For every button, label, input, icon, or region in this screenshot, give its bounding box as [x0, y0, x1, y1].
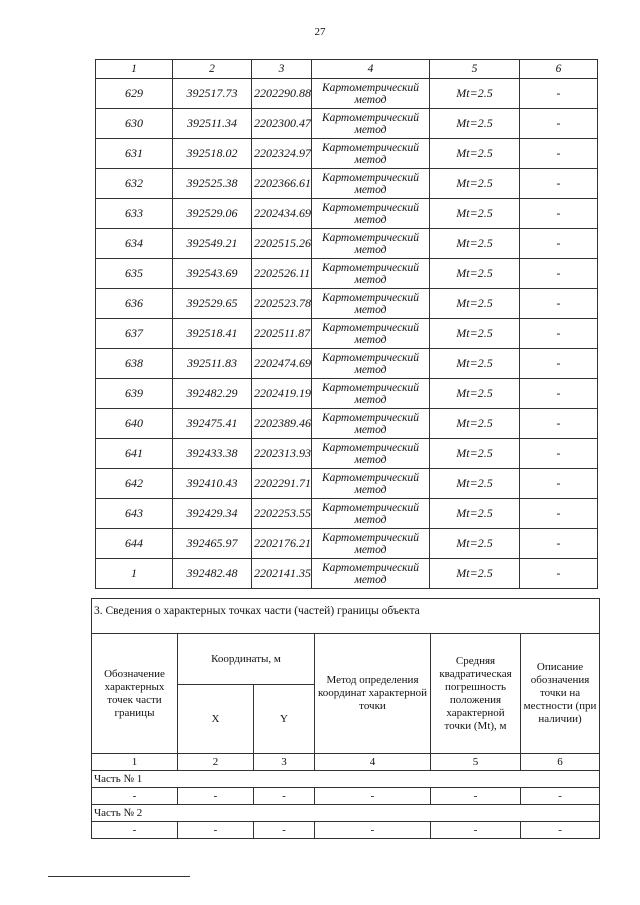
accuracy: Mt=2.5 [430, 229, 520, 259]
accuracy: Mt=2.5 [430, 109, 520, 139]
point-number: 635 [96, 259, 173, 289]
accuracy: Mt=2.5 [430, 559, 520, 589]
coord-x: 392543.69 [173, 259, 252, 289]
cell: - [521, 788, 600, 805]
col-number: 5 [431, 754, 521, 771]
col-number: 1 [92, 754, 178, 771]
method: Картометрический метод [312, 199, 430, 229]
col-x-header: X [178, 685, 254, 754]
accuracy: Mt=2.5 [430, 289, 520, 319]
description: - [520, 79, 598, 109]
point-number: 643 [96, 499, 173, 529]
part-2-label: Часть № 2 [92, 805, 600, 822]
accuracy: Mt=2.5 [430, 169, 520, 199]
coord-x: 392529.65 [173, 289, 252, 319]
section3-table [91, 598, 600, 839]
point-number: 634 [96, 229, 173, 259]
cell: - [178, 822, 254, 839]
method: Картометрический метод [312, 259, 430, 289]
point-number: 636 [96, 289, 173, 319]
part-1-label: Часть № 1 [92, 771, 600, 788]
coord-x: 392518.02 [173, 139, 252, 169]
description: - [520, 169, 598, 199]
description: - [520, 109, 598, 139]
accuracy: Mt=2.5 [430, 409, 520, 439]
table-row [96, 229, 598, 259]
col-point-header: Обозначение характерных точек части границы [92, 634, 178, 754]
table-row [96, 499, 598, 529]
table-row [96, 169, 598, 199]
method: Картометрический метод [312, 109, 430, 139]
description: - [520, 319, 598, 349]
table-row [96, 259, 598, 289]
method: Картометрический метод [312, 379, 430, 409]
table-row [96, 289, 598, 319]
footnote-divider [48, 876, 190, 877]
header-cell: 4 [312, 60, 430, 79]
description: - [520, 529, 598, 559]
method: Картометрический метод [312, 79, 430, 109]
col-number: 6 [521, 754, 600, 771]
coord-y: 2202291.71 [252, 469, 312, 499]
coord-x: 392465.97 [173, 529, 252, 559]
coord-x: 392525.38 [173, 169, 252, 199]
method: Картометрический метод [312, 499, 430, 529]
point-number: 631 [96, 139, 173, 169]
method: Картометрический метод [312, 169, 430, 199]
header-cell: 1 [96, 60, 173, 79]
coord-y: 2202523.78 [252, 289, 312, 319]
coord-x: 392518.41 [173, 319, 252, 349]
coord-y: 2202511.87 [252, 319, 312, 349]
accuracy: Mt=2.5 [430, 319, 520, 349]
cell: - [92, 822, 178, 839]
coordinates-table [95, 59, 598, 589]
method: Картометрический метод [312, 469, 430, 499]
point-number: 1 [96, 559, 173, 589]
coord-x: 392511.34 [173, 109, 252, 139]
accuracy: Mt=2.5 [430, 499, 520, 529]
col-coords-header: Координаты, м [178, 634, 315, 685]
coord-x: 392482.29 [173, 379, 252, 409]
method: Картометрический метод [312, 139, 430, 169]
coord-x: 392549.21 [173, 229, 252, 259]
description: - [520, 199, 598, 229]
method: Картометрический метод [312, 529, 430, 559]
col-number: 3 [254, 754, 315, 771]
page-number: 27 [314, 26, 326, 38]
coord-y: 2202389.46 [252, 409, 312, 439]
method: Картометрический метод [312, 559, 430, 589]
point-number: 629 [96, 79, 173, 109]
coord-x: 392410.43 [173, 469, 252, 499]
table-row [96, 349, 598, 379]
description: - [520, 229, 598, 259]
header-cell: 5 [430, 60, 520, 79]
method: Картометрический метод [312, 289, 430, 319]
coord-y: 2202434.69 [252, 199, 312, 229]
accuracy: Mt=2.5 [430, 439, 520, 469]
table-row [96, 319, 598, 349]
coord-x: 392475.41 [173, 409, 252, 439]
description: - [520, 349, 598, 379]
table-row [96, 199, 598, 229]
point-number: 641 [96, 439, 173, 469]
coord-y: 2202290.88 [252, 79, 312, 109]
point-number: 639 [96, 379, 173, 409]
col-method-header: Метод определения координат характерной точки [315, 634, 431, 754]
coord-x: 392433.38 [173, 439, 252, 469]
point-number: 632 [96, 169, 173, 199]
accuracy: Mt=2.5 [430, 349, 520, 379]
coord-y: 2202141.35 [252, 559, 312, 589]
coord-x: 392429.34 [173, 499, 252, 529]
coord-x: 392482.48 [173, 559, 252, 589]
point-number: 630 [96, 109, 173, 139]
coord-x: 392529.06 [173, 199, 252, 229]
header-cell: 6 [520, 60, 598, 79]
section3-title: 3. Сведения о характерных точках части (частей) границы объекта [92, 599, 600, 634]
cell: - [254, 822, 315, 839]
method: Картометрический метод [312, 319, 430, 349]
point-number: 640 [96, 409, 173, 439]
description: - [520, 139, 598, 169]
cell: - [315, 788, 431, 805]
description: - [520, 379, 598, 409]
table-row [96, 409, 598, 439]
header-cell: 2 [173, 60, 252, 79]
point-number: 642 [96, 469, 173, 499]
table-row [96, 559, 598, 589]
accuracy: Mt=2.5 [430, 79, 520, 109]
cell: - [254, 788, 315, 805]
coord-y: 2202313.93 [252, 439, 312, 469]
col-accuracy-header: Средняя квадратическая погрешность положения характерной точки (Mt), м [431, 634, 521, 754]
part-2-row [92, 822, 600, 839]
method: Картометрический метод [312, 439, 430, 469]
accuracy: Mt=2.5 [430, 379, 520, 409]
point-number: 638 [96, 349, 173, 379]
coord-y: 2202176.21 [252, 529, 312, 559]
col-desc-header: Описание обозначения точки на местности (при наличии) [521, 634, 600, 754]
cell: - [431, 822, 521, 839]
description: - [520, 409, 598, 439]
coord-x: 392511.83 [173, 349, 252, 379]
col-number: 2 [178, 754, 254, 771]
accuracy: Mt=2.5 [430, 529, 520, 559]
header-cell: 3 [252, 60, 312, 79]
method: Картометрический метод [312, 409, 430, 439]
point-number: 633 [96, 199, 173, 229]
description: - [520, 469, 598, 499]
coord-y: 2202300.47 [252, 109, 312, 139]
description: - [520, 289, 598, 319]
table-row [96, 139, 598, 169]
accuracy: Mt=2.5 [430, 139, 520, 169]
coord-y: 2202526.11 [252, 259, 312, 289]
table-row [96, 439, 598, 469]
col-number: 4 [315, 754, 431, 771]
cell: - [92, 788, 178, 805]
description: - [520, 499, 598, 529]
cell: - [521, 822, 600, 839]
table-header-row [96, 60, 598, 79]
point-number: 637 [96, 319, 173, 349]
coord-y: 2202253.55 [252, 499, 312, 529]
coord-y: 2202324.97 [252, 139, 312, 169]
cell: - [431, 788, 521, 805]
accuracy: Mt=2.5 [430, 199, 520, 229]
point-number: 644 [96, 529, 173, 559]
description: - [520, 559, 598, 589]
description: - [520, 439, 598, 469]
col-y-header: Y [254, 685, 315, 754]
description: - [520, 259, 598, 289]
table-row [96, 379, 598, 409]
coord-y: 2202515.26 [252, 229, 312, 259]
accuracy: Mt=2.5 [430, 259, 520, 289]
table-row [96, 469, 598, 499]
cell: - [315, 822, 431, 839]
method: Картометрический метод [312, 349, 430, 379]
cell: - [178, 788, 254, 805]
table-row [96, 79, 598, 109]
coord-y: 2202366.61 [252, 169, 312, 199]
coord-x: 392517.73 [173, 79, 252, 109]
part-1-row [92, 788, 600, 805]
table-row [96, 529, 598, 559]
method: Картометрический метод [312, 229, 430, 259]
coord-y: 2202474.69 [252, 349, 312, 379]
coord-y: 2202419.19 [252, 379, 312, 409]
accuracy: Mt=2.5 [430, 469, 520, 499]
table-row [96, 109, 598, 139]
